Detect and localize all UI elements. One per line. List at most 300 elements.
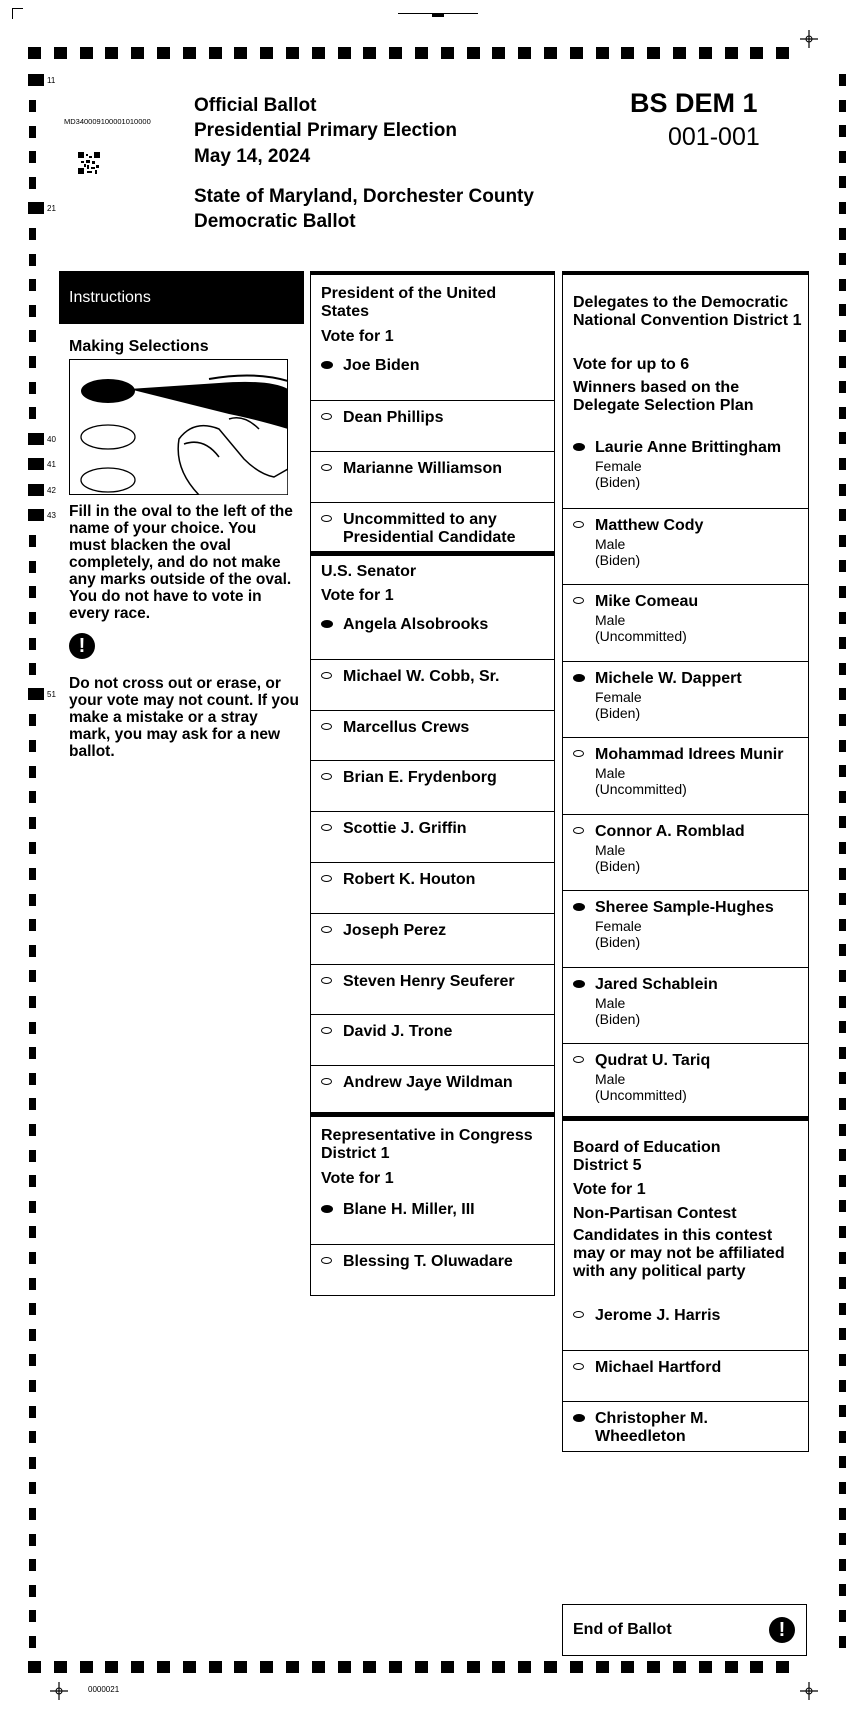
ballot-title: Official Ballot xyxy=(194,95,317,116)
top-center-notch xyxy=(432,13,444,17)
timing-mark xyxy=(29,1150,36,1162)
timing-mark xyxy=(839,1149,846,1161)
timing-mark xyxy=(839,1405,846,1417)
contest-title: Board of Education District 5 xyxy=(573,1139,721,1174)
oval-icon[interactable] xyxy=(321,875,332,882)
candidate-dean-phillips[interactable] xyxy=(311,400,554,451)
timing-mark xyxy=(29,638,36,650)
timing-mark xyxy=(29,791,36,803)
timing-mark xyxy=(29,1047,36,1059)
candidate-pledge: (Biden) xyxy=(595,857,641,874)
timing-mark xyxy=(839,228,846,240)
timing-mark xyxy=(839,1047,846,1059)
vote-for: Vote for 1 xyxy=(321,328,394,345)
timing-mark xyxy=(750,47,763,59)
oval-icon[interactable] xyxy=(321,672,332,679)
timing-mark xyxy=(839,765,846,777)
timing-mark xyxy=(839,1533,846,1545)
candidate-gender: Female xyxy=(595,688,642,705)
timing-mark xyxy=(260,1661,273,1673)
timing-mark xyxy=(29,1124,36,1136)
timing-mark xyxy=(467,1661,480,1673)
timing-mark xyxy=(839,1303,846,1315)
marking-example-illustration xyxy=(69,359,288,495)
oval-icon[interactable] xyxy=(321,824,332,831)
timing-mark xyxy=(29,868,36,880)
timing-mark xyxy=(839,1380,846,1392)
candidate-option[interactable] xyxy=(311,760,554,811)
candidate-pledge: (Uncommitted) xyxy=(595,628,687,644)
timing-mark xyxy=(839,970,846,982)
candidate-option[interactable] xyxy=(563,508,808,585)
timing-mark xyxy=(776,1661,789,1673)
timing-mark xyxy=(29,100,36,112)
row-mark-40 xyxy=(28,433,44,445)
candidate-christopher-wheedleton[interactable] xyxy=(563,1401,808,1453)
timing-mark xyxy=(839,1508,846,1520)
oval-icon[interactable] xyxy=(321,1027,332,1034)
timing-mark xyxy=(725,47,738,59)
candidate-option[interactable] xyxy=(311,1014,554,1065)
candidate-name: Andrew Jaye Wildman xyxy=(343,1074,513,1092)
timing-mark xyxy=(839,996,846,1008)
timing-mark xyxy=(29,1482,36,1494)
row-mark-11 xyxy=(28,74,44,86)
timing-mark xyxy=(839,919,846,931)
timing-mark xyxy=(839,1636,846,1648)
timing-mark xyxy=(441,47,454,59)
row-label-21: 21 xyxy=(47,204,56,213)
timing-mark xyxy=(29,1508,36,1520)
contest-us-senator xyxy=(310,552,555,1113)
timing-mark xyxy=(839,381,846,393)
timing-mark xyxy=(29,1354,36,1366)
oval-icon[interactable] xyxy=(321,977,332,984)
oval-icon[interactable] xyxy=(321,413,332,420)
timing-mark xyxy=(725,1661,738,1673)
candidate-pledge: (Uncommitted) xyxy=(595,1087,687,1103)
candidate-blane-miller[interactable] xyxy=(311,1193,554,1244)
timing-mark xyxy=(29,1022,36,1034)
timing-mark xyxy=(839,1124,846,1136)
timing-mark xyxy=(131,47,144,59)
timing-mark xyxy=(839,509,846,521)
candidate-gender: Male xyxy=(595,765,626,781)
timing-mark xyxy=(839,279,846,291)
timing-mark xyxy=(699,1661,712,1673)
row-label-11: 11 xyxy=(47,76,56,85)
timing-mark xyxy=(338,47,351,59)
oval-icon[interactable] xyxy=(573,827,584,834)
timing-mark xyxy=(839,893,846,905)
timing-mark xyxy=(29,279,36,291)
timing-mark xyxy=(286,1661,299,1673)
candidate-name: Angela Alsobrooks xyxy=(343,616,489,633)
candidate-name: Jared Schablein xyxy=(595,975,718,993)
timing-mark xyxy=(29,663,36,675)
timing-mark xyxy=(260,47,273,59)
row-mark-21 xyxy=(28,202,44,214)
contest-title: Delegates to the Democratic National Convention District 1 xyxy=(573,294,802,329)
timing-mark xyxy=(839,586,846,598)
candidate-option[interactable] xyxy=(311,862,554,913)
oval-icon[interactable] xyxy=(321,464,332,471)
timing-mark xyxy=(839,356,846,368)
timing-mark xyxy=(839,1277,846,1289)
timing-mark xyxy=(839,407,846,419)
oval-icon[interactable] xyxy=(321,926,332,933)
candidate-pledge: (Biden) xyxy=(595,551,641,568)
oval-filled-icon[interactable] xyxy=(573,674,585,682)
timing-mark xyxy=(839,868,846,880)
timing-mark xyxy=(415,47,428,59)
affiliation-note: Candidates in this contest may or may not be affiliated with any political party xyxy=(573,1227,785,1280)
timing-mark xyxy=(234,47,247,59)
contest-board-of-education xyxy=(562,1117,809,1452)
candidate-joe-biden[interactable] xyxy=(311,349,554,400)
timing-mark xyxy=(518,47,531,59)
timing-mark xyxy=(338,1661,351,1673)
candidate-option[interactable] xyxy=(311,964,554,1015)
timing-mark xyxy=(839,253,846,265)
row-label-40: 40 xyxy=(47,435,56,444)
timing-mark xyxy=(492,1661,505,1673)
oval-icon[interactable] xyxy=(321,773,332,780)
timing-mark xyxy=(29,714,36,726)
candidate-jerome-harris[interactable] xyxy=(563,1299,808,1350)
timing-mark xyxy=(839,304,846,316)
contest-title: U.S. Senator xyxy=(321,563,417,580)
oval-filled-icon[interactable] xyxy=(321,1205,333,1213)
timing-mark xyxy=(839,714,846,726)
corner-mark-top-left xyxy=(12,8,23,19)
oval-filled-icon[interactable] xyxy=(321,620,333,628)
instructions-mistake-text: Do not cross out or erase, or your vote may not count. If you make a mistake or a stray mark, you may ask for a new ballot. xyxy=(69,675,299,760)
timing-mark xyxy=(157,1661,170,1673)
candidate-gender: Male xyxy=(595,841,626,858)
candidate-name: Sheree Sample-Hughes xyxy=(595,899,774,916)
timing-mark xyxy=(839,151,846,163)
candidate-name: Mike Comeau xyxy=(595,593,699,610)
oval-filled-icon[interactable] xyxy=(573,903,585,911)
contest-congress xyxy=(310,1113,555,1296)
timing-mark xyxy=(839,1482,846,1494)
contest-president xyxy=(310,271,555,552)
timing-mark xyxy=(839,100,846,112)
candidate-option[interactable] xyxy=(563,967,808,1044)
candidate-option[interactable] xyxy=(311,608,554,659)
timing-mark xyxy=(839,1431,846,1443)
making-selections-heading: Making Selections xyxy=(69,338,209,355)
candidate-name: Marianne Williamson xyxy=(343,460,502,477)
timing-mark xyxy=(544,1661,557,1673)
jurisdiction: State of Maryland, Dorchester County xyxy=(194,186,534,207)
candidate-name: Blessing T. Oluwadare xyxy=(343,1253,513,1270)
timing-mark xyxy=(29,1329,36,1341)
timing-mark xyxy=(441,1661,454,1673)
timing-mark xyxy=(839,74,846,86)
timing-mark xyxy=(839,1098,846,1110)
timing-mark xyxy=(389,47,402,59)
timing-mark xyxy=(209,47,222,59)
timing-mark xyxy=(80,47,93,59)
candidate-name: Matthew Cody xyxy=(595,516,704,534)
timing-mark xyxy=(839,432,846,444)
contest-title: President of the United States xyxy=(321,285,497,320)
timing-mark xyxy=(839,1354,846,1366)
timing-mark xyxy=(29,1226,36,1238)
candidate-option[interactable] xyxy=(563,584,808,661)
candidate-name: Michele W. Dappert xyxy=(595,669,742,687)
oval-icon[interactable] xyxy=(573,1311,584,1318)
timing-mark xyxy=(621,1661,634,1673)
timing-mark xyxy=(839,330,846,342)
timing-mark xyxy=(839,816,846,828)
timing-mark xyxy=(839,663,846,675)
candidate-blessing-oluwadare[interactable] xyxy=(311,1244,554,1296)
candidate-marianne-williamson[interactable] xyxy=(311,451,554,502)
timing-mark xyxy=(157,47,170,59)
timing-mark xyxy=(839,1072,846,1084)
candidate-option[interactable] xyxy=(563,890,808,967)
ballot-style-code: BS DEM 1 xyxy=(630,88,758,118)
timing-mark xyxy=(29,1610,36,1622)
oval-filled-icon[interactable] xyxy=(321,361,333,369)
end-of-ballot-label: End of Ballot xyxy=(573,1621,672,1638)
candidate-option[interactable] xyxy=(563,1043,808,1120)
candidate-option[interactable] xyxy=(311,659,554,710)
instructions-heading: Instructions xyxy=(59,271,304,324)
timing-mark xyxy=(105,1661,118,1673)
candidate-name: Uncommitted to any Presidential Candidate xyxy=(343,511,516,546)
oval-filled-icon[interactable] xyxy=(573,980,585,988)
candidate-gender: Female xyxy=(595,458,642,474)
timing-mark xyxy=(839,637,846,649)
timing-mark xyxy=(839,842,846,854)
timing-mark xyxy=(80,1661,93,1673)
timing-mark xyxy=(363,1661,376,1673)
timing-mark xyxy=(29,586,36,598)
candidate-option[interactable] xyxy=(563,661,808,738)
timing-mark xyxy=(839,1200,846,1212)
timing-mark xyxy=(29,1380,36,1392)
oval-icon[interactable] xyxy=(321,515,332,522)
election-date: May 14, 2024 xyxy=(194,146,311,167)
crosshair-top-right xyxy=(800,30,818,48)
row-mark-51 xyxy=(28,688,44,700)
timing-mark xyxy=(29,919,36,931)
candidate-name: Marcellus Crews xyxy=(343,718,470,736)
candidate-pledge: (Biden) xyxy=(595,474,641,490)
timing-mark xyxy=(839,1610,846,1622)
timing-mark xyxy=(29,561,36,573)
candidate-option[interactable] xyxy=(563,431,808,508)
timing-mark xyxy=(389,1661,402,1673)
timing-mark xyxy=(839,560,846,572)
oval-icon[interactable] xyxy=(321,1078,332,1085)
timing-mark xyxy=(776,47,789,59)
timing-mark xyxy=(29,407,36,419)
timing-mark xyxy=(596,1661,609,1673)
candidate-name: Laurie Anne Brittingham xyxy=(595,439,782,456)
row-label-51: 51 xyxy=(47,690,56,699)
timing-mark xyxy=(29,1201,36,1213)
oval-icon[interactable] xyxy=(321,1257,332,1264)
row-mark-41 xyxy=(28,458,44,470)
vote-for: Vote for 1 xyxy=(321,587,394,604)
timing-mark xyxy=(839,1175,846,1187)
candidate-name: Michael W. Cobb, Sr. xyxy=(343,667,500,685)
contest-delegates xyxy=(562,271,809,1117)
timing-mark xyxy=(839,1456,846,1468)
candidate-option[interactable] xyxy=(563,737,808,814)
oval-icon[interactable] xyxy=(573,597,584,604)
candidate-michael-hartford[interactable] xyxy=(563,1350,808,1401)
timing-mark xyxy=(29,177,36,189)
candidate-option[interactable] xyxy=(311,811,554,862)
candidate-option[interactable] xyxy=(311,1065,554,1116)
timing-mark xyxy=(29,1098,36,1110)
timing-mark xyxy=(29,305,36,317)
timing-mark xyxy=(29,842,36,854)
timing-mark xyxy=(839,1328,846,1340)
end-of-ballot-box xyxy=(562,1604,807,1656)
candidate-pledge: (Biden) xyxy=(595,1010,641,1027)
timing-mark xyxy=(29,228,36,240)
timing-mark xyxy=(839,176,846,188)
timing-mark xyxy=(29,1303,36,1315)
oval-icon[interactable] xyxy=(573,1363,584,1370)
candidate-option[interactable] xyxy=(311,913,554,964)
candidate-name: Connor A. Romblad xyxy=(595,822,745,840)
timing-mark xyxy=(29,1457,36,1469)
vote-for: Vote for 1 xyxy=(321,1170,394,1187)
timing-mark xyxy=(492,47,505,59)
row-label-42: 42 xyxy=(47,486,56,495)
timing-mark xyxy=(29,740,36,752)
candidate-uncommitted[interactable] xyxy=(311,502,554,554)
candidate-name: Michael Hartford xyxy=(595,1359,722,1376)
timing-mark xyxy=(699,47,712,59)
candidate-gender: Male xyxy=(595,535,626,552)
candidate-name: Mohammad Idrees Munir xyxy=(595,746,784,763)
timing-mark xyxy=(29,535,36,547)
timing-mark xyxy=(839,1226,846,1238)
timing-mark xyxy=(54,47,67,59)
row-label-43: 43 xyxy=(47,511,56,520)
timing-mark xyxy=(839,484,846,496)
ballot-type: Democratic Ballot xyxy=(194,211,356,232)
timing-mark xyxy=(29,766,36,778)
candidate-name: Scottie J. Griffin xyxy=(343,820,467,838)
timing-mark xyxy=(286,47,299,59)
oval-icon[interactable] xyxy=(573,521,584,528)
candidate-name: Jerome J. Harris xyxy=(595,1307,721,1324)
timing-mark xyxy=(29,1559,36,1571)
timing-mark xyxy=(183,47,196,59)
candidate-pledge: (Biden) xyxy=(595,704,641,721)
timing-mark xyxy=(29,945,36,957)
candidate-name: Dean Phillips xyxy=(343,409,444,426)
candidate-gender: Male xyxy=(595,612,626,628)
timing-mark xyxy=(29,996,36,1008)
row-mark-43 xyxy=(28,509,44,521)
vote-for: Vote for up to 6 xyxy=(573,356,690,373)
candidate-option[interactable] xyxy=(563,814,808,891)
timing-mark xyxy=(363,47,376,59)
candidate-gender: Male xyxy=(595,994,626,1011)
timing-mark xyxy=(839,1252,846,1264)
timing-mark xyxy=(621,47,634,59)
timing-mark xyxy=(673,1661,686,1673)
timing-mark xyxy=(29,1636,36,1648)
timing-mark xyxy=(312,1661,325,1673)
timing-mark xyxy=(518,1661,531,1673)
timing-mark xyxy=(209,1661,222,1673)
oval-icon[interactable] xyxy=(573,750,584,757)
timing-mark xyxy=(839,202,846,214)
timing-mark xyxy=(839,1021,846,1033)
election-name: Presidential Primary Election xyxy=(194,120,457,141)
timing-mark xyxy=(29,894,36,906)
timing-mark xyxy=(839,535,846,547)
candidate-option[interactable] xyxy=(311,710,554,761)
timing-mark xyxy=(570,1661,583,1673)
exclamation-icon: ! xyxy=(69,633,95,659)
timing-mark xyxy=(29,1073,36,1085)
candidate-name: Joe Biden xyxy=(343,357,420,374)
timing-mark xyxy=(29,254,36,266)
timing-mark xyxy=(750,1661,763,1673)
exclamation-icon: ! xyxy=(769,1617,795,1643)
timing-mark xyxy=(29,612,36,624)
qr-code-icon xyxy=(78,152,100,174)
timing-mark xyxy=(596,47,609,59)
candidate-name: Qudrat U. Tariq xyxy=(595,1052,711,1069)
candidate-name: Steven Henry Seuferer xyxy=(343,972,515,990)
timing-mark xyxy=(312,47,325,59)
timing-mark xyxy=(839,458,846,470)
non-partisan-note: Non-Partisan Contest xyxy=(573,1205,737,1222)
crosshair-bottom-left xyxy=(50,1682,68,1700)
candidate-pledge: (Biden) xyxy=(595,934,641,950)
candidate-pledge: (Uncommitted) xyxy=(595,781,687,797)
timing-mark xyxy=(29,126,36,138)
candidate-gender: Male xyxy=(595,1071,626,1087)
candidate-name: David J. Trone xyxy=(343,1023,453,1041)
oval-filled-icon[interactable] xyxy=(573,443,585,451)
timing-mark xyxy=(29,356,36,368)
timing-mark xyxy=(29,1175,36,1187)
timing-mark xyxy=(54,1661,67,1673)
timing-mark xyxy=(839,1559,846,1571)
candidate-name: Joseph Perez xyxy=(343,921,447,939)
timing-mark xyxy=(29,817,36,829)
delegate-selection-note: Winners based on the Delegate Selection Plan xyxy=(573,379,754,414)
timing-mark xyxy=(29,1278,36,1290)
timing-mark xyxy=(839,1584,846,1596)
timing-mark xyxy=(839,791,846,803)
timing-mark xyxy=(29,1406,36,1418)
row-label-41: 41 xyxy=(47,460,56,469)
timing-mark xyxy=(673,47,686,59)
oval-icon[interactable] xyxy=(321,723,332,730)
timing-mark xyxy=(29,1252,36,1264)
timing-mark xyxy=(131,1661,144,1673)
oval-filled-icon[interactable] xyxy=(573,1414,585,1422)
instructions-fill-text: Fill in the oval to the left of the name of your choice. You must blacken the oval completely, and do not make any marks outside of the oval. You do not have to vote in every race. xyxy=(69,503,293,622)
oval-icon[interactable] xyxy=(573,1056,584,1063)
